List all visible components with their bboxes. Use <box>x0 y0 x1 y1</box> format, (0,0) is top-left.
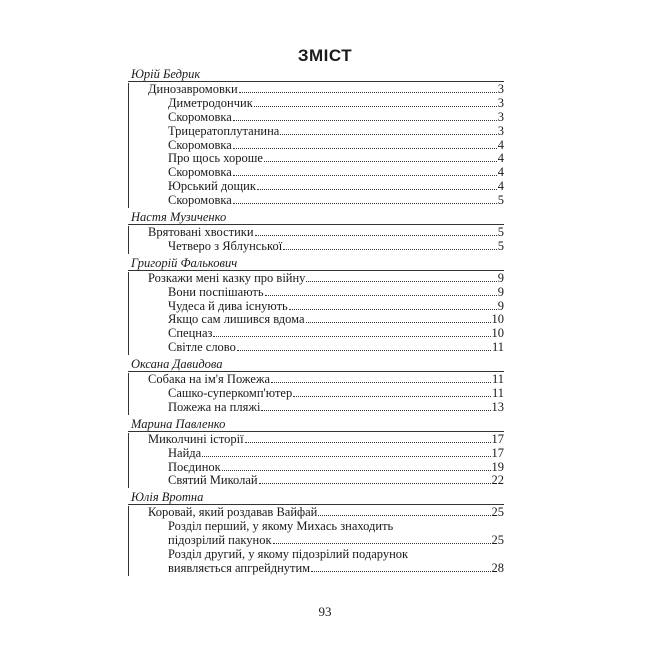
toc-entry-page: 3 <box>497 109 504 124</box>
toc-entry-title: Святий Миколай <box>168 473 258 488</box>
toc-entry-page: 4 <box>497 179 504 194</box>
toc-section <box>128 210 504 256</box>
toc-entry-title: Сашко-суперкомп'ютер <box>168 386 293 401</box>
toc-entry-title: виявляється апгрейднутим <box>168 560 311 575</box>
toc-entry-page: 5 <box>497 193 504 208</box>
toc-entry-title: Світле слово <box>168 340 236 355</box>
dot-leader <box>202 447 490 457</box>
section-entries <box>128 272 504 355</box>
dot-leader <box>318 506 490 516</box>
dot-leader <box>233 166 497 176</box>
toc-entry-title: Про щось хороше <box>168 151 263 166</box>
toc-entry-chapter[interactable] <box>129 562 504 576</box>
toc-entry-page: 17 <box>491 445 504 460</box>
toc-entry-chapter[interactable] <box>129 474 504 488</box>
dot-leader <box>261 401 490 411</box>
toc-entry-page: 5 <box>497 238 504 253</box>
dot-leader <box>306 313 491 323</box>
toc-entry-page: 11 <box>491 386 504 401</box>
toc-entry-story[interactable] <box>129 83 504 97</box>
toc-entry-chapter[interactable] <box>129 461 504 475</box>
toc-entry-title: підозрілий пакунок <box>168 533 272 548</box>
toc-entry-page: 4 <box>497 165 504 180</box>
dot-leader <box>239 83 497 93</box>
section-entries <box>128 373 504 415</box>
toc-entry-page: 19 <box>491 459 504 474</box>
dot-leader <box>265 286 497 296</box>
toc-entry-title: Скоромовка <box>168 109 232 124</box>
dot-leader <box>233 111 497 121</box>
toc-entry-chapter[interactable] <box>129 180 504 194</box>
toc-entry-title: Четверо з Яблунської <box>168 238 283 253</box>
page-number: 93 <box>318 604 332 619</box>
toc-entry-chapter[interactable] <box>129 327 504 341</box>
section-entries <box>128 83 504 208</box>
toc-entry-chapter[interactable] <box>129 194 504 208</box>
toc-entry-page: 3 <box>497 82 504 96</box>
toc-section <box>128 490 504 577</box>
section-entries <box>128 506 504 575</box>
toc-entry-page: 3 <box>497 123 504 138</box>
author-name: Марина Павленко <box>128 417 504 432</box>
dot-leader <box>289 300 497 310</box>
toc-entry-title: Пожежа на пляжі <box>168 399 261 414</box>
author-name: Оксана Давидова <box>128 357 504 372</box>
toc-entry-chapter[interactable] <box>129 534 504 548</box>
toc-section <box>128 67 504 210</box>
toc-section <box>128 357 504 417</box>
toc-entry-title: Чудеса й дива існують <box>168 298 288 313</box>
toc-entry-story[interactable] <box>129 226 504 240</box>
toc-entry-chapter[interactable] <box>129 97 504 111</box>
toc-entry-title: Вони поспішають <box>168 284 264 299</box>
toc-entry-page: 9 <box>497 298 504 313</box>
section-entries <box>128 226 504 254</box>
toc-entry-chapter[interactable] <box>129 240 504 254</box>
toc-entry-chapter[interactable] <box>129 166 504 180</box>
toc-entry-page: 5 <box>497 225 504 240</box>
toc-entry-page: 9 <box>497 270 504 285</box>
dot-leader <box>233 139 497 149</box>
author-name: Настя Музиченко <box>128 210 504 225</box>
toc-entry-chapter[interactable] <box>129 313 504 327</box>
toc-entry-title: Собака на ім'я Пожежа <box>148 372 271 387</box>
dot-leader <box>222 461 491 471</box>
toc-entry-chapter[interactable] <box>129 125 504 139</box>
toc-entry-page: 13 <box>491 399 504 414</box>
table-of-contents <box>128 67 504 578</box>
dot-leader <box>213 327 490 337</box>
toc-entry-chapter[interactable] <box>129 387 504 401</box>
toc-entry-chapter[interactable] <box>129 447 504 461</box>
dot-leader <box>311 562 490 572</box>
author-name: Юрій Бедрик <box>128 67 504 82</box>
toc-entry-page: 25 <box>491 505 504 520</box>
dot-leader <box>233 194 497 204</box>
toc-entry-title: Найда <box>168 445 202 460</box>
toc-entry-title: Розкажи мені казку про війну <box>148 270 306 285</box>
dot-leader <box>306 272 496 282</box>
toc-entry-story[interactable] <box>129 433 504 447</box>
toc-entry-title-line: Розділ другий, у якому підозрілий подарунок <box>168 547 409 562</box>
dot-leader <box>254 97 497 107</box>
dot-leader <box>293 387 491 397</box>
toc-entry-page: 28 <box>491 560 504 575</box>
toc-entry-page: 4 <box>497 151 504 166</box>
dot-leader <box>273 534 491 544</box>
toc-entry-story[interactable] <box>129 373 504 387</box>
author-name: Григорій Фалькович <box>128 256 504 271</box>
toc-entry-title: Поєдинок <box>168 459 221 474</box>
toc-entry-chapter[interactable] <box>129 300 504 314</box>
toc-section <box>128 417 504 491</box>
toc-entry-title: Врятовані хвостики <box>148 225 254 240</box>
toc-entry-chapter[interactable] <box>129 401 504 415</box>
toc-entry-chapter[interactable] <box>129 286 504 300</box>
dot-leader <box>280 125 496 135</box>
section-entries <box>128 433 504 489</box>
dot-leader <box>257 180 497 190</box>
toc-entry-page: 3 <box>497 95 504 110</box>
toc-entry-title: Скоромовка <box>168 193 232 208</box>
toc-entry-title: Диметродончик <box>168 95 253 110</box>
toc-entry-title: Миколчині історії <box>148 431 244 446</box>
dot-leader <box>283 240 497 250</box>
toc-entry-story[interactable] <box>129 506 504 520</box>
toc-entry-page: 10 <box>491 326 504 341</box>
toc-entry-page: 9 <box>497 284 504 299</box>
toc-entry-title: Трицератоплутанина <box>168 123 280 138</box>
toc-section <box>128 256 504 357</box>
dot-leader <box>264 152 497 162</box>
toc-entry-title: Коровай, який роздавав Вайфай <box>148 505 318 520</box>
toc-entry-page: 11 <box>491 340 504 355</box>
toc-entry-title: Якщо сам лишився вдома <box>168 312 305 327</box>
dot-leader <box>271 373 491 383</box>
toc-entry-page: 11 <box>491 372 504 387</box>
toc-entry-title: Спецназ <box>168 326 213 341</box>
toc-entry-page: 25 <box>491 533 504 548</box>
toc-entry-title-line: Розділ перший, у якому Михась знаходить <box>168 519 394 534</box>
author-name: Юлія Вротна <box>128 490 504 505</box>
toc-entry-chapter[interactable] <box>129 341 504 355</box>
toc-entry-title: Динозавромовки <box>148 82 238 96</box>
toc-entry-chapter[interactable] <box>129 111 504 125</box>
page-title: ЗМІСТ <box>297 46 353 65</box>
toc-entry-title: Юрський дощик <box>168 179 256 194</box>
toc-entry-title: Скоромовка <box>168 165 232 180</box>
toc-entry-title: Скоромовка <box>168 137 232 152</box>
toc-entry-chapter[interactable] <box>129 152 504 166</box>
toc-entry-page: 10 <box>491 312 504 327</box>
toc-entry-page: 4 <box>497 137 504 152</box>
dot-leader <box>255 226 497 236</box>
dot-leader <box>259 474 491 484</box>
toc-entry-page: 22 <box>491 473 504 488</box>
toc-entry-story[interactable] <box>129 272 504 286</box>
dot-leader <box>237 341 491 351</box>
dot-leader <box>245 433 491 443</box>
toc-entry-page: 17 <box>491 431 504 446</box>
toc-entry-chapter[interactable] <box>129 139 504 153</box>
